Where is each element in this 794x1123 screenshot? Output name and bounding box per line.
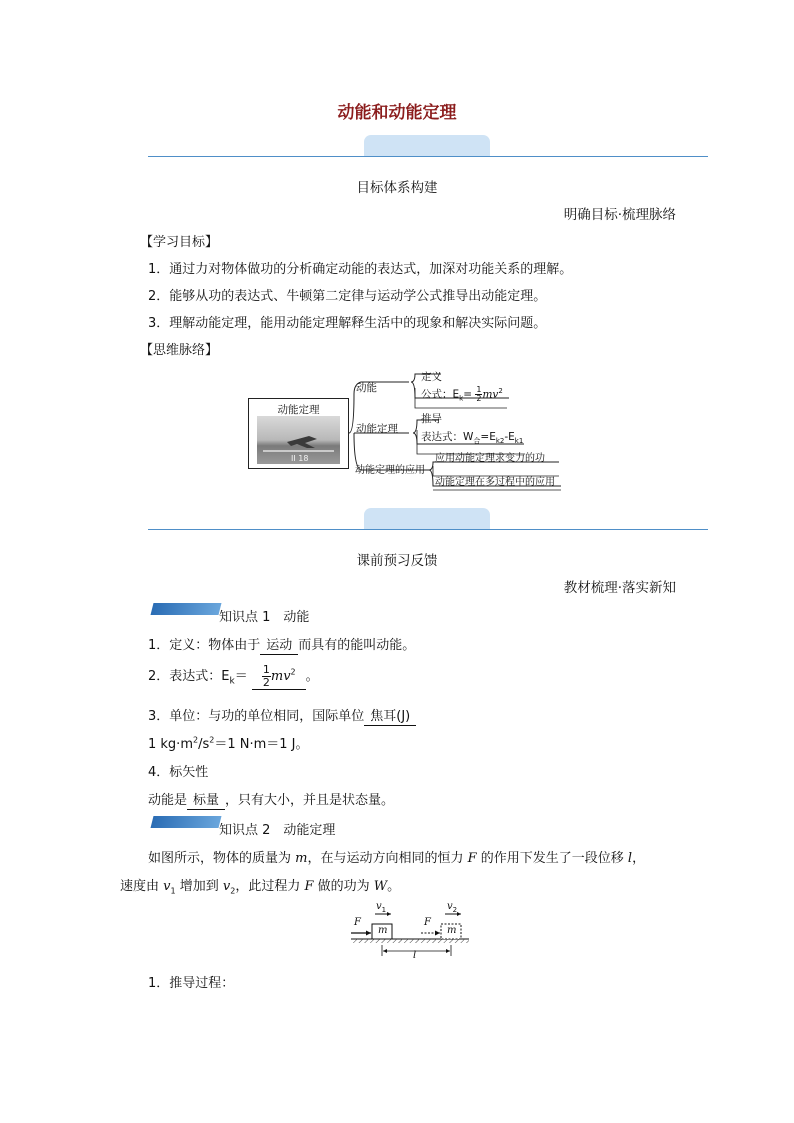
goal-item-2: 2．能够从功的表达式、牛顿第二定律与运动学公式推导出动能定理。 — [148, 289, 547, 304]
kp1-scalar-post: ，只有大小，并且是状态量。 — [225, 793, 395, 808]
svg-text:II 18: II 18 — [291, 454, 309, 463]
fig-mass-2: m — [447, 925, 457, 936]
fig-v1-sub: 1 — [381, 906, 387, 914]
kp2-p1d: ， — [632, 851, 646, 866]
knowledge-point-2-label: 知识点 2 动能定理 — [219, 823, 336, 838]
kp1-scalar-pre: 动能是 — [148, 793, 188, 808]
section-rule-1 — [148, 156, 708, 157]
mindmap-expr-sub3: k1 — [514, 437, 524, 446]
kp2-p1c: 的作用下发生了一段位移 — [476, 851, 628, 866]
kp1-frac-den: 2 — [262, 676, 270, 689]
kp2-p1b: ，在与运动方向相同的恒力 — [307, 851, 468, 866]
kp1-scalar — [148, 789, 394, 810]
kp2-p2-v2-sub: 2 — [230, 886, 236, 896]
fig-displacement: l — [413, 950, 417, 961]
kp1-unit-eq-sup2: 2 — [209, 735, 215, 745]
fig-v2-sub: 2 — [452, 906, 458, 914]
kp1-scalar-heading: 4．标矢性 — [148, 765, 209, 780]
kp2-p2d: 做的功为 — [313, 879, 374, 894]
kp1-expr-fraction — [262, 664, 271, 689]
mindmap-derivation: 推导 — [421, 413, 442, 425]
kp1-def-blank: 运动 — [260, 638, 298, 655]
kp2-p1-l: l — [627, 851, 633, 866]
mindmap-app-item-1: 应用动能定理求变力的功 — [435, 453, 545, 464]
mindmap-formula-sup: 2 — [498, 387, 503, 395]
knowledge-point-1-label: 知识点 1 动能 — [219, 610, 310, 625]
kp2-p2e: 。 — [387, 879, 401, 894]
kp2-p2c: ，此过程力 — [235, 879, 305, 894]
fig-velocity-2 — [447, 901, 457, 914]
kp1-expr-sup: 2 — [290, 667, 296, 677]
page-title: 动能和动能定理 — [337, 103, 457, 123]
kp1-unit-eq-c: ＝1 N·m＝1 J。 — [214, 737, 309, 752]
goals-label: 【学习目标】 — [140, 235, 219, 250]
mindmap-expr-label: 表达式：W — [421, 431, 474, 443]
kp2-p2-v1-sub: 1 — [170, 886, 176, 896]
section-heading-goals: 目标体系构建 — [356, 180, 438, 196]
mindmap-branch-theorem: 动能定理 — [356, 423, 398, 435]
section-tab-2 — [364, 508, 490, 530]
goal-item-3: 3．理解动能定理，能用动能定理解释生活中的现象和解决实际问题。 — [148, 316, 547, 331]
kp2-p2-W: W — [373, 879, 388, 894]
mindmap-branch-application: 动能定理的应用 — [355, 465, 425, 476]
mindmap-definition: 定义 — [421, 371, 442, 383]
mindmap-expression — [421, 429, 523, 446]
kp1-def-pre: 1．定义：物体由于 — [148, 638, 261, 653]
kp1-expression — [148, 664, 319, 690]
kp1-scalar-blank: 标量 — [187, 793, 225, 810]
knowledge-point-badge-2 — [151, 816, 222, 828]
kp2-derivation: 1．推导过程： — [148, 976, 235, 991]
kp1-unit-blank: 焦耳(J) — [364, 709, 416, 726]
jet-photo-image — [257, 416, 340, 464]
kp1-expr-end: 。 — [305, 669, 319, 684]
mindmap-branch-kinetic-energy: 动能 — [356, 382, 377, 394]
mindmap-formula-eq: = — [463, 388, 473, 401]
force-diagram — [345, 900, 475, 962]
section-rule-2 — [148, 529, 708, 530]
fig-velocity-1 — [376, 901, 386, 914]
kp1-unit-pre: 3．单位：与功的单位相同，国际单位 — [148, 709, 365, 724]
fig-v1: v — [376, 901, 382, 912]
mindmap-app-item-2: 动能定理在多过程中的应用 — [435, 477, 555, 488]
mindmap-frac-num: 1 — [476, 385, 482, 394]
kp1-expr-eq: ＝ — [234, 669, 248, 684]
kp1-unit — [148, 705, 416, 726]
fig-v2: v — [447, 901, 453, 912]
knowledge-point-badge-1 — [151, 603, 222, 615]
fig-mass-1: m — [378, 925, 388, 936]
mindmap-frac-den: 2 — [476, 394, 482, 403]
kp2-p2-v2: v — [222, 879, 231, 894]
kp1-unit-eq-a: 1 kg·m — [148, 737, 193, 752]
mindmap-root-box — [248, 398, 349, 469]
mindmap-root-label: 动能定理 — [277, 404, 320, 416]
kp2-paragraph-line-1 — [148, 847, 645, 866]
kp2-paragraph-line-2 — [120, 875, 400, 896]
section-tab-1 — [364, 135, 490, 157]
kp1-unit-eq-sup1: 2 — [192, 735, 199, 745]
kp1-unit-equation — [148, 733, 309, 752]
kp2-p1a: 如图所示，物体的质量为 — [148, 851, 296, 866]
mindmap-formula-label: 公式：E — [421, 388, 460, 401]
kp1-expr-tail: mv — [270, 669, 291, 684]
kp2-p2b: 增加到 — [175, 879, 223, 894]
kp2-p2-F: F — [304, 879, 314, 894]
mindmap-expr-sub2: k2 — [495, 437, 505, 446]
kp1-definition — [148, 634, 415, 655]
goal-item-1: 1．通过力对物体做功的分析确定动能的表达式，加深对功能关系的理解。 — [148, 262, 573, 277]
kp1-unit-eq-b: /s — [198, 737, 210, 752]
mindmap-formula-sub: k — [459, 394, 464, 403]
kp1-frac-num: 1 — [262, 663, 270, 676]
mindmap-formula-tail: mv — [482, 388, 499, 401]
mindmap-expr-mid: =E — [480, 431, 496, 443]
mindmap-label: 【思维脉络】 — [140, 343, 219, 358]
section-subheading-preview: 教材梳理·落实新知 — [563, 580, 676, 596]
fig-force-1: F — [354, 917, 361, 928]
section-heading-preview: 课前预习反馈 — [356, 553, 438, 569]
mindmap-formula — [421, 386, 503, 403]
mindmap-expr-minus: -E — [504, 431, 515, 443]
kp2-p2a: 速度由 — [120, 879, 164, 894]
kp1-expr-sub: k — [229, 676, 235, 687]
section-subheading-goals: 明确目标·梳理脉络 — [563, 207, 676, 223]
fig-force-2: F — [424, 917, 431, 928]
kp1-expr-blank — [252, 664, 306, 690]
kp1-expr-pre: 2．表达式：E — [148, 669, 230, 684]
kp2-p1-F: F — [467, 851, 477, 866]
kp2-p1-m: m — [295, 851, 308, 866]
kp1-def-post: 而具有的能叫动能。 — [298, 638, 416, 653]
kp2-p2-v1: v — [163, 879, 171, 894]
mindmap-expr-sub: 合 — [473, 437, 481, 446]
